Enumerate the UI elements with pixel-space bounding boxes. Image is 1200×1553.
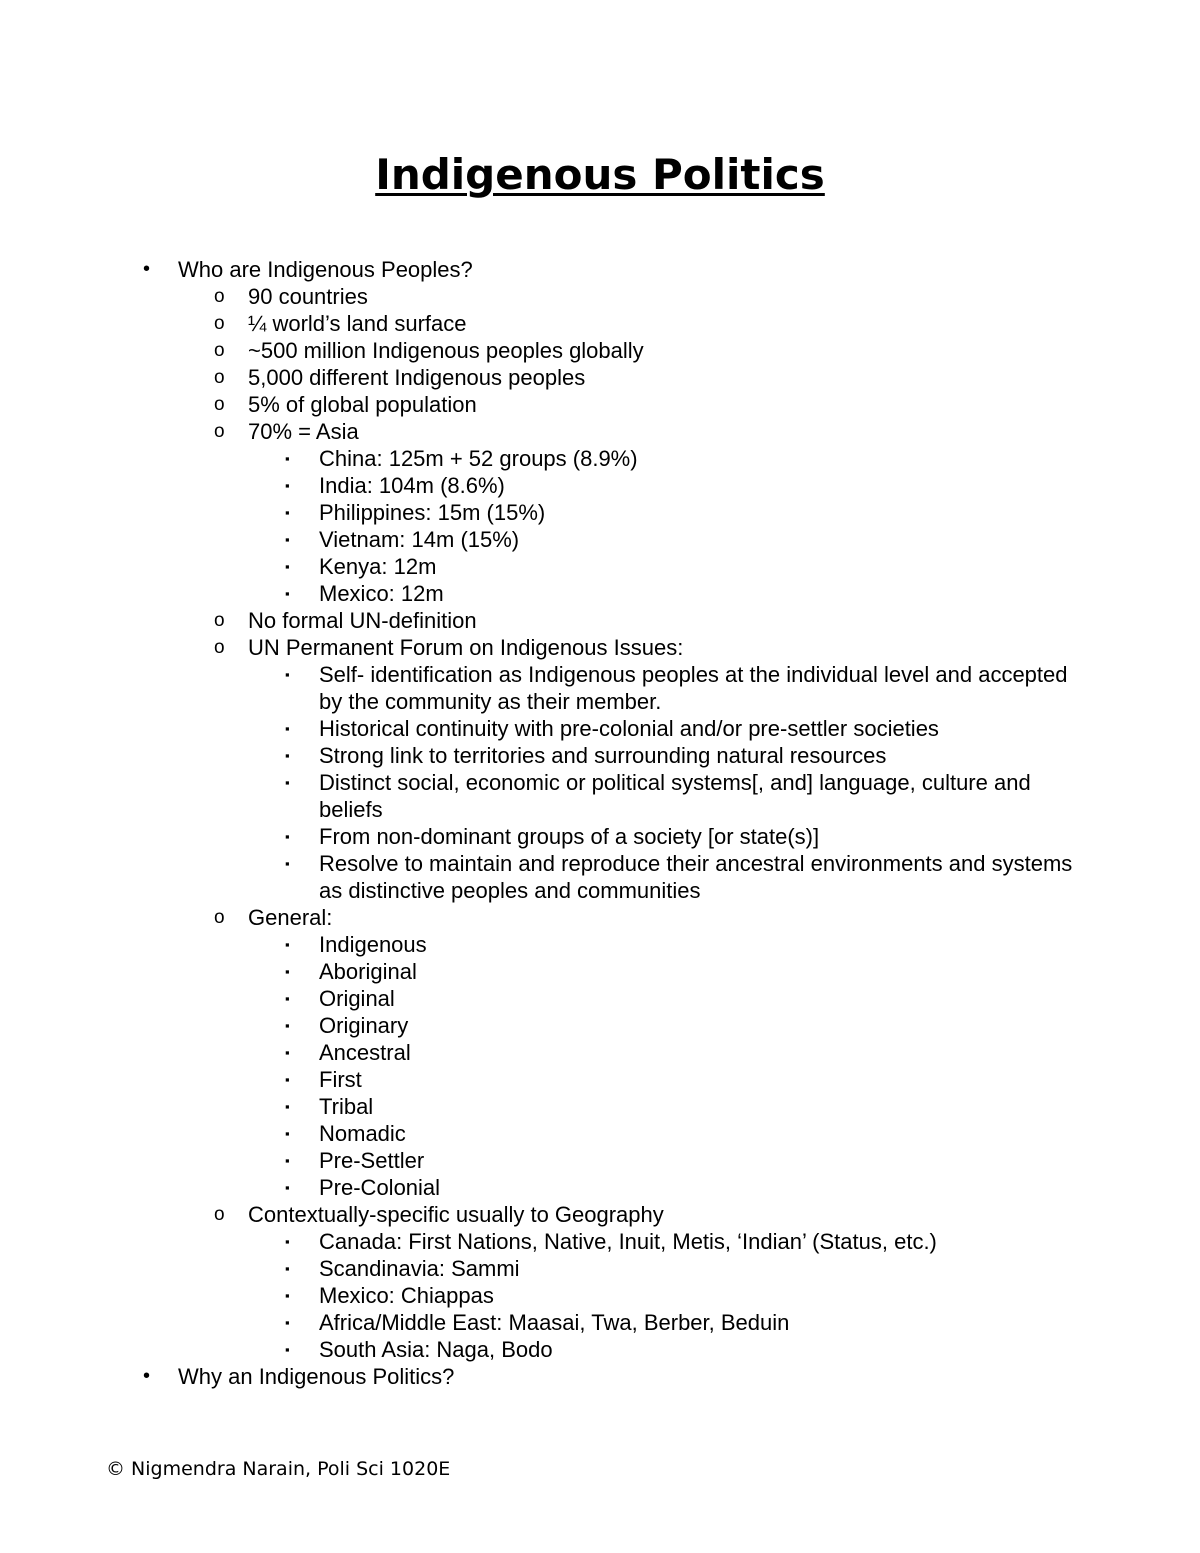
list-item-level-3 — [0, 958, 1200, 985]
list-item-level-2 — [0, 1201, 1200, 1228]
list-item-level-2 — [0, 607, 1200, 634]
bullet-level-3-icon: ▪ — [285, 829, 290, 844]
list-item-text: Kenya: 12m — [319, 554, 437, 579]
list-item-level-3 — [0, 1120, 1200, 1147]
list-item-text: Nomadic — [319, 1121, 406, 1146]
list-item-text: Indigenous — [319, 932, 427, 957]
bullet-level-2-icon: o — [214, 340, 225, 361]
bullet-level-2-icon: o — [214, 637, 225, 658]
list-item-level-3 — [0, 1282, 1200, 1309]
list-item-level-2 — [0, 283, 1200, 310]
list-item-text: Scandinavia: Sammi — [319, 1256, 520, 1281]
bullet-level-3-icon: ▪ — [285, 1315, 290, 1330]
list-item-text: Mexico: 12m — [319, 581, 444, 606]
bullet-level-3-icon: ▪ — [285, 856, 290, 871]
list-item-text: Historical continuity with pre-colonial and/or pre-settler societies — [319, 716, 939, 741]
list-item-text: Distinct social, economic or political systems[, and] language, culture and beliefs — [319, 770, 1031, 822]
bullet-level-3-icon: ▪ — [285, 721, 290, 736]
copyright-footer: © Nigmendra Narain, Poli Sci 1020E — [106, 1458, 451, 1480]
list-item-text: Philippines: 15m (15%) — [319, 500, 546, 525]
bullet-level-2-icon: o — [214, 394, 225, 415]
list-item-level-3 — [0, 1012, 1200, 1039]
bullet-level-2-icon: o — [214, 367, 225, 388]
list-item-level-2 — [0, 310, 1200, 337]
bullet-level-3-icon: ▪ — [285, 532, 290, 547]
bullet-level-3-icon: ▪ — [285, 1180, 290, 1195]
list-item-text: Canada: First Nations, Native, Inuit, Metis, ‘Indian’ (Status, etc.) — [319, 1229, 937, 1254]
list-item-level-3 — [0, 742, 1200, 769]
list-item-level-3 — [0, 580, 1200, 607]
list-item-text: Original — [319, 986, 395, 1011]
list-item-text: Mexico: Chiappas — [319, 1283, 494, 1308]
list-item-text: Tribal — [319, 1094, 374, 1119]
bullet-level-1-icon: • — [143, 258, 151, 280]
list-item-level-3 — [0, 445, 1200, 472]
list-item-text: Strong link to territories and surrounding natural resources — [319, 743, 887, 768]
list-item-level-3 — [0, 526, 1200, 553]
bullet-level-3-icon: ▪ — [285, 586, 290, 601]
bullet-level-3-icon: ▪ — [285, 559, 290, 574]
list-item-level-3 — [0, 715, 1200, 742]
list-item-text: Originary — [319, 1013, 409, 1038]
list-item-text: ¼ world’s land surface — [248, 311, 467, 336]
list-item-text: No formal UN-definition — [248, 608, 477, 633]
bullet-level-3-icon: ▪ — [285, 1099, 290, 1114]
list-item-text: General: — [248, 905, 333, 930]
bullet-level-3-icon: ▪ — [285, 964, 290, 979]
bullet-level-3-icon: ▪ — [285, 775, 290, 790]
bullet-level-1-icon: • — [143, 1365, 151, 1387]
list-item-text: Who are Indigenous Peoples? — [178, 257, 473, 282]
list-item-level-1 — [0, 256, 1200, 283]
list-item-text: Ancestral — [319, 1040, 411, 1065]
bullet-level-2-icon: o — [214, 313, 225, 334]
bullet-level-3-icon: ▪ — [285, 1261, 290, 1276]
list-item-text: From non-dominant groups of a society [or state(s)] — [319, 824, 820, 849]
bullet-level-3-icon: ▪ — [285, 1045, 290, 1060]
list-item-level-3 — [0, 1174, 1200, 1201]
list-item-level-3 — [0, 1255, 1200, 1282]
list-item-level-3 — [0, 472, 1200, 499]
list-item-level-3 — [0, 1309, 1200, 1336]
list-item-level-3 — [0, 1228, 1200, 1255]
list-item-level-3 — [0, 1066, 1200, 1093]
list-item-level-2 — [0, 904, 1200, 931]
list-item-level-2 — [0, 634, 1200, 661]
list-item-level-3 — [0, 553, 1200, 580]
list-item-text: Contextually-specific usually to Geography — [248, 1202, 664, 1227]
bullet-level-2-icon: o — [214, 907, 225, 928]
list-item-text: First — [319, 1067, 362, 1092]
list-item-level-2 — [0, 391, 1200, 418]
list-item-level-3 — [0, 985, 1200, 1012]
list-item-text: China: 125m + 52 groups (8.9%) — [319, 446, 638, 471]
list-item-level-3 — [0, 1039, 1200, 1066]
list-item-level-3 — [0, 1093, 1200, 1120]
bullet-level-2-icon: o — [214, 610, 225, 631]
list-item-text: Pre-Colonial — [319, 1175, 441, 1200]
list-item-text: UN Permanent Forum on Indigenous Issues: — [248, 635, 684, 660]
list-item-text: Africa/Middle East: Maasai, Twa, Berber, Beduin — [319, 1310, 790, 1335]
bullet-level-2-icon: o — [214, 286, 225, 307]
list-item-text: Resolve to maintain and reproduce their ancestral environments and systems as distinctive peoples and communities — [319, 851, 1073, 903]
list-item-level-2 — [0, 364, 1200, 391]
list-item-level-2 — [0, 418, 1200, 445]
list-item-level-1 — [0, 1363, 1200, 1390]
document-title: Indigenous Politics — [375, 150, 825, 199]
list-item-text: 5,000 different Indigenous peoples — [248, 365, 586, 390]
bullet-level-3-icon: ▪ — [285, 505, 290, 520]
list-item-level-2 — [0, 337, 1200, 364]
list-item-level-3 — [0, 1336, 1200, 1363]
list-item-text: 90 countries — [248, 284, 368, 309]
bullet-level-2-icon: o — [214, 1204, 225, 1225]
list-item-level-3 — [0, 661, 1200, 715]
bullet-level-3-icon: ▪ — [285, 1234, 290, 1249]
list-item-level-3 — [0, 931, 1200, 958]
list-item-level-3 — [0, 823, 1200, 850]
list-item-text: Vietnam: 14m (15%) — [319, 527, 520, 552]
bullet-level-3-icon: ▪ — [285, 1288, 290, 1303]
list-item-text: Pre-Settler — [319, 1148, 425, 1173]
bullet-level-3-icon: ▪ — [285, 1153, 290, 1168]
bullet-level-3-icon: ▪ — [285, 1018, 290, 1033]
list-item-text: Why an Indigenous Politics? — [178, 1364, 455, 1389]
list-item-level-3 — [0, 850, 1200, 904]
bullet-level-2-icon: o — [214, 421, 225, 442]
bullet-level-3-icon: ▪ — [285, 1126, 290, 1141]
outline-list — [0, 256, 1200, 1390]
bullet-level-3-icon: ▪ — [285, 451, 290, 466]
list-item-text: India: 104m (8.6%) — [319, 473, 505, 498]
bullet-level-3-icon: ▪ — [285, 991, 290, 1006]
list-item-level-3 — [0, 1147, 1200, 1174]
bullet-level-3-icon: ▪ — [285, 1072, 290, 1087]
list-item-level-3 — [0, 499, 1200, 526]
bullet-level-3-icon: ▪ — [285, 1342, 290, 1357]
list-item-text: ~500 million Indigenous peoples globally — [248, 338, 644, 363]
list-item-text: Aboriginal — [319, 959, 417, 984]
bullet-level-3-icon: ▪ — [285, 478, 290, 493]
bullet-level-3-icon: ▪ — [285, 748, 290, 763]
list-item-text: 70% = Asia — [248, 419, 359, 444]
list-item-text: 5% of global population — [248, 392, 477, 417]
list-item-text: South Asia: Naga, Bodo — [319, 1337, 553, 1362]
bullet-level-3-icon: ▪ — [285, 667, 290, 682]
bullet-level-3-icon: ▪ — [285, 937, 290, 952]
list-item-level-3 — [0, 769, 1200, 823]
list-item-text: Self- identification as Indigenous peoples at the individual level and accepted by the community as their member. — [319, 662, 1068, 714]
